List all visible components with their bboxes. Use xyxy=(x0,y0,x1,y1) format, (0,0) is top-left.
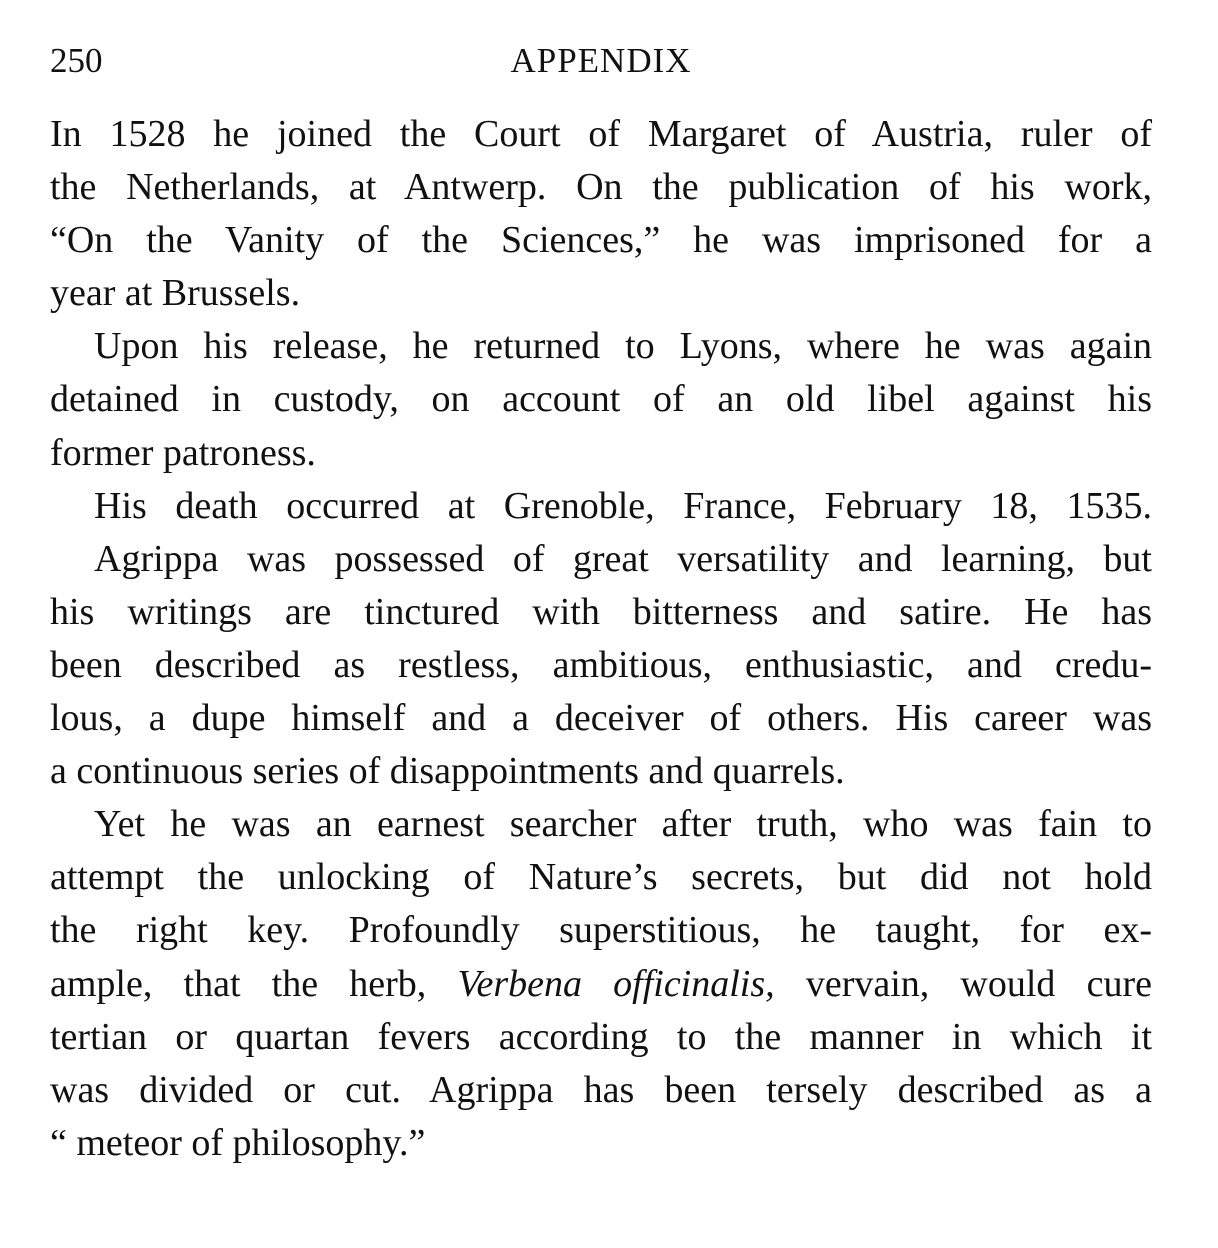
text-line: been described as restless, ambitious, enthusiastic, and credu- xyxy=(50,643,1152,686)
text-line: former patroness. xyxy=(50,431,316,474)
text-line: In 1528 he joined the Court of Margaret of Austria, ruler of xyxy=(50,113,1152,155)
text-line: a continuous series of disappointments and quarrels. xyxy=(50,750,845,793)
text-line xyxy=(50,958,1152,1011)
page-header xyxy=(50,38,1152,88)
text-line: the Netherlands, at Antwerp. On the publication of his work, xyxy=(50,166,1152,209)
text-line: his writings are tinctured with bitterness and satire. He has xyxy=(50,590,1152,633)
text-line: the right key. Profoundly superstitious, he taught, for ex- xyxy=(50,909,1152,952)
text-line: Upon his release, he returned to Lyons, where he was again xyxy=(94,325,1152,368)
text-line: tertian or quartan fevers according to the manner in which it xyxy=(50,1015,1152,1058)
body-text xyxy=(50,108,1152,1170)
text-line: Yet he was an earnest searcher after truth, who was fain to xyxy=(94,803,1152,846)
running-head: APPENDIX xyxy=(510,41,692,80)
text-line: lous, a dupe himself and a deceiver of others. His career was xyxy=(50,697,1152,740)
text-line: “ meteor of philosophy.” xyxy=(50,1121,426,1164)
text-line: year at Brussels. xyxy=(50,272,301,315)
text-line: Agrippa was possessed of great versatility and learning, but xyxy=(94,537,1152,580)
line-text-before: ample, that the herb, xyxy=(50,962,458,1005)
text-line: attempt the unlocking of Nature’s secrets, but did not hold xyxy=(50,856,1152,899)
text-line: detained in custody, on account of an old libel against his xyxy=(50,378,1152,421)
text-line: “On the Vanity of the Sciences,” he was imprisoned for a xyxy=(50,219,1152,262)
page-number: 250 xyxy=(50,41,103,80)
text-line: His death occurred at Grenoble, France, February 18, 1535. xyxy=(94,484,1152,527)
italic-plant-name: Verbena officinalis, xyxy=(457,962,775,1005)
text-line: was divided or cut. Agrippa has been tersely described as a xyxy=(50,1068,1152,1111)
line-text-after: vervain, would cure xyxy=(774,962,1152,1005)
